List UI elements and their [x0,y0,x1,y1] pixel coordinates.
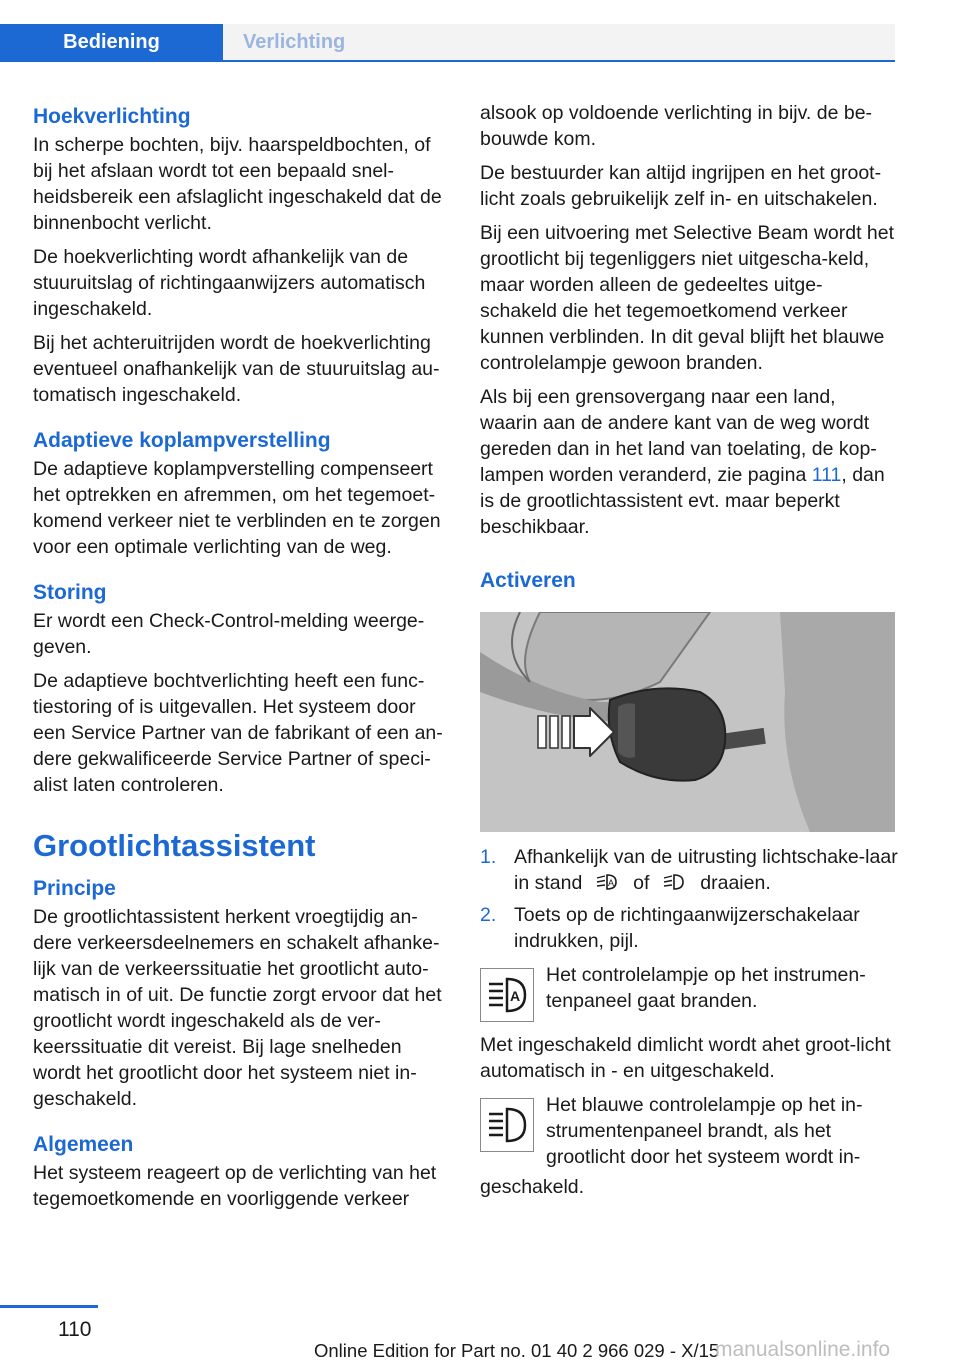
paragraph: Bij een uitvoering met Selective Beam wordt het grootlicht bij tegenliggers niet uitgescha-keld, maar worden alleen de gedeeltes uitge-schakeld die het tegemoetkomend verkeer kunnen verblinden. In dit geval blijft het blauwe controlelampje gewoon branden. [480,222,895,374]
paragraph: De hoekverlichting wordt afhankelijk van de stuuruitslag of richtingaanwijzers automatisch ingeschakeld. [33,246,426,320]
section-algemeen [33,1130,451,1212]
watermark: manualsonline.info [715,1338,891,1361]
low-beam-icon [661,871,689,893]
paragraph: Er wordt een Check-Control-melding weerge-geven. [33,610,425,658]
header-divider [0,60,895,62]
paragraph: Met ingeschakeld dimlicht wordt ahet groot-licht automatisch in - en uitgeschakeld. [480,1034,891,1082]
chapter-title: Grootlichtassistent [33,828,316,863]
left-column [33,100,451,1220]
footer-divider [0,1305,98,1308]
text: draaien. [700,872,771,894]
section-title: Principe [33,877,116,900]
paragraph: alsook op voldoende verlichting in bijv. de be-bouwde kom. [480,102,873,150]
text: Afhankelijk van de uitrusting lichtschake-laar in stand [514,846,898,894]
section-hoekverlichting [33,102,451,408]
section-title: Adaptieve koplampverstelling [33,429,331,452]
section-storing [33,578,451,798]
right-column [480,100,898,1208]
step-number: 2. [480,904,497,926]
section-adaptieve [33,426,451,560]
text: Als bij een grensovergang naar een land, waarin aan de andere kant van de weg wordt gereden dan in het land van toelating, de kop-lampen worden veranderd, zie pagina [480,386,877,486]
paragraph [480,384,898,540]
step-number: 1. [480,846,497,868]
paragraph: geschakeld. [480,1176,585,1198]
list-item [480,902,898,954]
notice-text: Het controlelampje op het instrumen-tenpaneel gaat branden. [546,964,866,1012]
section-title: Activeren [480,569,576,592]
paragraph: Bij het achteruitrijden wordt de hoekverlichting eventueel onafhankelijk van de stuuruitslag au-tomatisch ingeschakeld. [33,332,440,406]
edition-info: Online Edition for Part no. 01 40 2 966 029 - X/15 [314,1340,720,1361]
paragraph: De adaptieve bochtverlichting heeft een func-tiestoring of is uitgevallen. Het systeem door een Service Partner van de fabrikant of een an-dere gekwalificeerde Service Partner of speci-alist laten controleren. [33,670,443,796]
high-beam-assistant-indicator-icon [480,968,534,1022]
paragraph: De grootlichtassistent herkent vroegtijdig an-dere verkeersdeelnemers en schakelt afhanke-lijk van de verkeerssituatie het grootlicht auto-matisch in of uit. De functie zorgt ervoor dat het grootlicht wordt ingeschakeld als de ver-keerssituatie dit vereist. Bij lage snelheden wordt het grootlicht door het systeem niet in-geschakeld. [33,906,442,1110]
section-title: Hoekverlichting [33,105,191,128]
section-title: Storing [33,581,107,604]
notice-text: Het blauwe controlelampje op het in-strumentenpaneel brandt, als het grootlicht door het systeem wordt in- [546,1094,863,1168]
paragraph: De adaptieve koplampverstelling compenseert het optrekken en afremmen, om het tegemoet-komend verkeer niet te verblinden en te zorgen voor een optimale verlichting van de weg. [33,458,441,558]
text: Toets op de richtingaanwijzerschakelaar indrukken, pijl. [514,904,860,952]
paragraph: In scherpe bochten, bijv. haarspeldbochten, of bij het afslaan wordt tot een bepaald snel-heidsbereik een afslaglicht ingeschakeld dat de binnenbocht verlicht. [33,134,442,234]
list-item [480,844,898,896]
indicator-notice [480,962,898,1022]
step-list [480,844,898,954]
svg-text:A: A [607,878,614,888]
page-header [0,24,895,62]
breadcrumb-active[interactable]: Bediening [0,24,223,60]
page-link[interactable]: 111 [811,464,842,486]
text: of [633,872,650,894]
indicator-notice [480,1092,898,1170]
auto-light-switch-icon [594,871,622,893]
page-number: 110 [58,1318,92,1341]
text: , dan is de grootlichtassistent evt. maar beperkt beschikbaar. [480,464,885,538]
breadcrumb-current[interactable]: Verlichting [223,24,895,60]
stalk-illustration [480,612,895,832]
paragraph: Het systeem reageert op de verlichting van het tegemoetkomende en voorliggende verkeer [33,1162,437,1210]
svg-text:A: A [510,988,521,1004]
paragraph: De bestuurder kan altijd ingrijpen en het groot-licht zoals gebruikelijk zelf in- en uitschakelen. [480,162,882,210]
high-beam-indicator-icon [480,1098,534,1152]
section-principe [33,874,451,1112]
illustration-turn-signal-stalk [480,612,895,832]
section-title: Algemeen [33,1133,134,1156]
